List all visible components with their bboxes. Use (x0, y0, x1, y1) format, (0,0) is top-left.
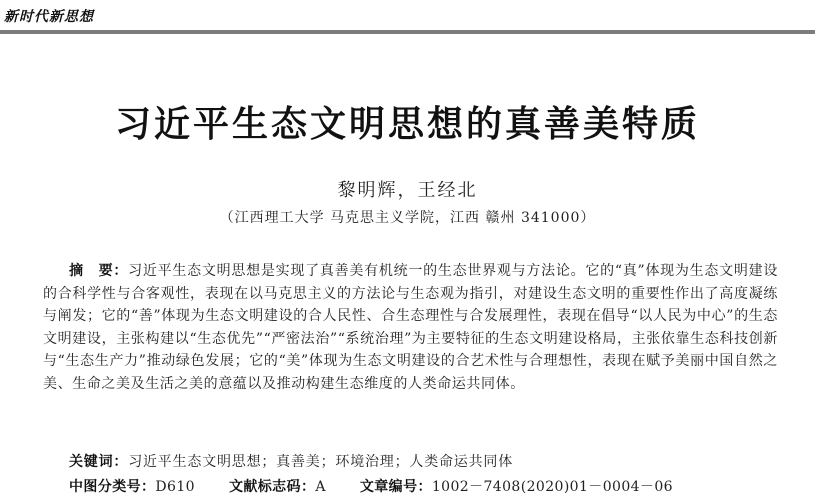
article-authors: 黎明辉，王经北 (337, 180, 478, 201)
keywords-label: 关键词： (69, 454, 129, 470)
doc-code-value: A (315, 479, 326, 495)
clc-value: D610 (155, 479, 195, 495)
keywords (69, 451, 789, 471)
abstract (43, 260, 778, 396)
article-no-value: 1002－7408(2020)01－0004－06 (431, 479, 673, 495)
header-rule (0, 30, 815, 34)
running-head: 新时代新思想 (4, 9, 94, 25)
abstract-text: 习近平生态文明思想是实现了真善美有机统一的生态世界观与方法论。它的“真”体现为生态文明建设的合科学性与合客观性，表现在以马克思主义的方法论与生态观为指引，对建设生态文明的重要性作出了高度凝练与阐发；它的“善”体现为生态文明建设的合人民性、合生态理性与合发展理性，表现在倡导“以人民为中心”的生态文明建设，主张构建以“生态优先”“严密法治”“系统治理”为主要特征的生态文明建设格局，主张依靠生态科技创新与“生态生产力”推动绿色发展；它的“美”体现为生态文明建设的合艺术性与合理想性，表现在赋予美丽中国自然之美、生命之美及生活之美的意蕴以及推动构建生态维度的人类命运共同体。 (43, 263, 779, 392)
classification-line (69, 476, 809, 496)
article-no-label: 文章编号： (359, 479, 432, 495)
abstract-label: 摘 要： (69, 263, 129, 279)
author-affiliation: （江西理工大学 马克思主义学院，江西 赣州 341000） (219, 210, 596, 226)
clc-label: 中图分类号： (69, 479, 156, 495)
doc-code-label: 文献标志码： (228, 479, 316, 495)
article-title: 习近平生态文明思想的真善美特质 (114, 104, 700, 145)
keywords-text: 习近平生态文明思想；真善美；环境治理；人类命运共同体 (128, 454, 514, 470)
